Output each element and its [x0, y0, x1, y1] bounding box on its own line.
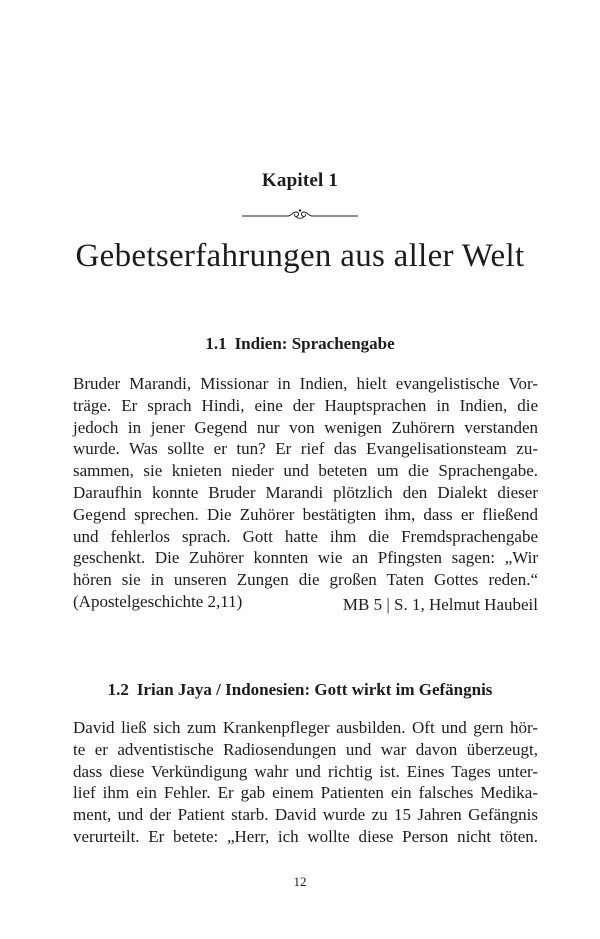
section-body: [73, 373, 538, 613]
section-heading: [0, 334, 600, 354]
text-line: sammen, sie knieten nieder und beteten um die Sprachengabe.: [73, 461, 538, 481]
text-line: te er adventistische Radiosendungen und war davon überzeugt,: [73, 739, 538, 759]
text-line: dass diese Verkündigung wahr und richtig ist. Eines Tages unter-: [73, 761, 538, 781]
section-body: [73, 717, 538, 848]
flourish-divider-icon: [240, 205, 360, 225]
source-citation: MB 5 | S. 1, Helmut Haubeil: [342, 595, 538, 614]
text-line: geschenkt. Die Zuhörer konnten wie an Pfingsten sagen: „Wir: [73, 548, 538, 568]
section-title: Indien: Sprachengabe: [234, 334, 395, 353]
section-number: 1.1: [205, 334, 227, 353]
section-number: 1.2: [107, 680, 129, 699]
text-line: David ließ sich zum Krankenpfleger ausbilden. Oft und gern hör-: [73, 718, 538, 737]
text-line: Gegend sprechen. Die Zuhörer bestätigten ihm, dass er fließend: [73, 504, 538, 524]
section-title: Irian Jaya / Indonesien: Gott wirkt im Gefängnis: [136, 680, 493, 699]
text-line: lief ihm ein Fehler. Er gab einem Patienten ein falsches Medika-: [73, 783, 538, 803]
chapter-title: Gebetserfahrungen aus aller Welt: [75, 238, 525, 274]
text-line: verurteilt. Er betete: „Herr, ich wollte diese Person nicht töten.: [73, 826, 538, 846]
text-line: und fehlerlos sprach. Gott hatte ihm die Fremdsprachengabe: [73, 526, 538, 546]
text-line: (Apostelgeschichte 2,11): [73, 591, 243, 611]
text-line: hören sie in unseren Zungen die großen Taten Gottes reden.“: [73, 570, 538, 590]
section-heading: [0, 680, 600, 700]
text-line: träge. Er sprach Hindi, eine der Hauptsprachen in Indien, die: [73, 395, 538, 415]
page-number: 12: [293, 874, 307, 889]
text-line: ment, und der Patient starb. David wurde zu 15 Jahren Gefängnis: [73, 805, 538, 825]
text-line: jedoch in jener Gegend nur von wenigen Zuhörern verstanden: [73, 417, 538, 437]
text-line: Bruder Marandi, Missionar in Indien, hielt evangelistische Vor-: [73, 374, 538, 393]
text-line: Daraufhin konnte Bruder Marandi plötzlich den Dialekt dieser: [73, 482, 538, 502]
text-line: wurde. Was sollte er tun? Er rief das Evangelisationsteam zu-: [73, 439, 538, 459]
chapter-label: Kapitel 1: [261, 170, 339, 191]
